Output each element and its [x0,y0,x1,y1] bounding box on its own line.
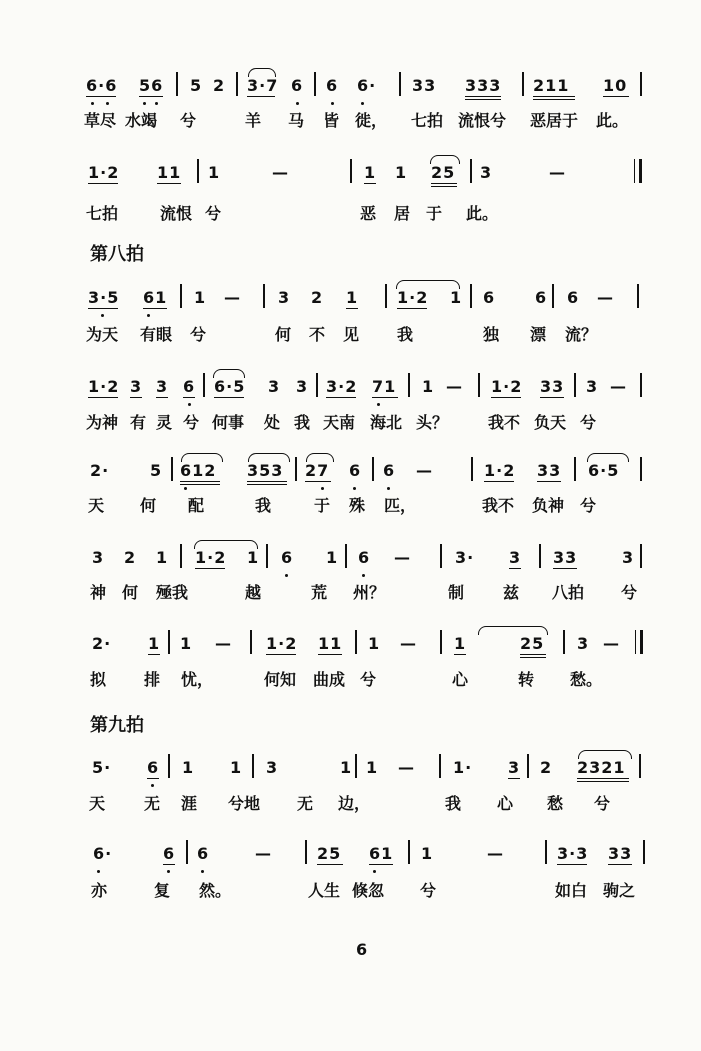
lyric: 处 [264,413,281,432]
section-heading: 第八拍 [90,244,144,265]
notation-row [0,161,701,191]
note: 61 [369,844,394,863]
note: 2· [92,634,112,653]
note: 353 [247,461,284,480]
barline [186,840,188,864]
note: 6· [93,844,113,863]
note: 3 [156,377,169,396]
note: 3 [577,634,590,653]
lyric: 无 [144,794,161,813]
barline [180,284,182,308]
note: 5· [92,758,112,777]
notation-row [0,286,701,316]
lyric: 涯 [181,794,198,813]
note: 3· [455,548,475,567]
lyric: 兮地 [228,794,261,813]
note: 3 [296,377,309,396]
slur [248,68,276,77]
barline [440,544,442,568]
lyric: 何事 [212,413,245,432]
note: 33 [608,844,633,863]
lyric: 于 [426,204,443,223]
lyric: 配 [188,496,205,515]
note: 6 [349,461,362,480]
barline [314,72,316,96]
lyric: 驹之 [603,881,636,900]
lyric: 殊 [349,496,366,515]
note: 3 [622,548,635,567]
lyric: 何 [140,496,157,515]
note: 6 [383,461,396,480]
note: 25 [317,844,342,863]
note: 1 [182,758,195,777]
note: 61 [143,288,168,307]
lyric: 马 [288,111,305,130]
note: 6 [147,758,160,777]
page-number: 6 [356,940,368,959]
note: 3 [508,758,521,777]
barline [197,159,199,183]
note: — [603,634,620,653]
note: 2 [311,288,324,307]
note: 211 [533,76,570,95]
note: 6 [358,548,371,567]
note: 1·2 [397,288,429,307]
note: 1 [364,163,377,182]
note: — [597,288,614,307]
notation-row [0,842,701,872]
barline [171,457,173,481]
note: 1 [422,377,435,396]
lyric: 此。 [466,204,499,223]
barline [350,159,352,183]
slur [578,750,632,759]
note: 1·2 [195,548,227,567]
lyric: 流？ [565,325,598,344]
note: — [416,461,433,480]
note: 2 [124,548,137,567]
lyric: 兮 [360,670,377,689]
note: — [394,548,411,567]
barline [372,457,374,481]
note: 6 [567,288,580,307]
note: 1 [208,163,221,182]
note: 25 [431,163,456,182]
lyric: 然。 [199,881,232,900]
lyrics-row [0,410,701,436]
note: 6 [281,548,294,567]
lyric: 我 [255,496,272,515]
slur [396,280,460,289]
lyric: 恶 [360,204,377,223]
note: 1·2 [491,377,523,396]
lyrics-row [0,667,701,693]
lyrics-row [0,791,701,817]
barline [470,284,472,308]
lyrics-row [0,108,701,134]
lyric: 兮 [420,881,437,900]
lyric: 徙， [355,111,388,130]
note: 3 [509,548,522,567]
note: 6 [483,288,496,307]
barline [539,544,541,568]
slur [248,453,290,462]
barline [168,754,170,778]
lyrics-row [0,878,701,904]
lyric: 匹， [384,496,417,515]
note: 1 [395,163,408,182]
lyric: 我不 [488,413,521,432]
notation-row [0,459,701,489]
final-barline [639,159,642,183]
lyric: 兮 [205,204,222,223]
barline [563,630,565,654]
barline [252,754,254,778]
lyric: 愁 [547,794,564,813]
note: 3 [586,377,599,396]
note: 5 [150,461,163,480]
barline [552,284,554,308]
lyric: 海北 [370,413,403,432]
lyric: 为天 [86,325,119,344]
lyric: 七拍 [86,204,119,223]
note: 1 [326,548,339,567]
barline [471,457,473,481]
barline [316,373,318,397]
lyric: 兮 [180,111,197,130]
lyric: 天 [88,496,105,515]
note: 333 [465,76,502,95]
lyric: 荒 [311,583,328,602]
barline [355,754,357,778]
barline [295,457,297,481]
barline [266,544,268,568]
note: 1 [148,634,161,653]
barline [527,754,529,778]
note: 56 [139,76,164,95]
note: 6 [183,377,196,396]
barline [637,284,639,308]
note: 3 [266,758,279,777]
lyric: 流恨 [160,204,193,223]
note: — [215,634,232,653]
note: 6 [535,288,548,307]
note: — [446,377,463,396]
lyric: 人生 [308,881,341,900]
notation-row [0,375,701,405]
note: 6 [291,76,304,95]
note: 1 [454,634,467,653]
note: 1 [340,758,353,777]
note: 1 [194,288,207,307]
lyric: 独 [483,325,500,344]
lyric: 流恨兮 [458,111,507,130]
slur [213,369,245,378]
lyric: 头？ [416,413,449,432]
note: 3 [268,377,281,396]
lyric: 我 [445,794,462,813]
barline [640,72,642,96]
lyric: 兮 [621,583,638,602]
barline [640,457,642,481]
barline [168,630,170,654]
lyric: 无 [297,794,314,813]
lyric: 兮 [580,413,597,432]
note: 1 [180,634,193,653]
lyrics-row [0,580,701,606]
note: 1·2 [484,461,516,480]
note: 1·2 [266,634,298,653]
barline [180,544,182,568]
note: 3·5 [88,288,120,307]
barline [545,840,547,864]
lyric: 何知 [264,670,297,689]
note: 1·2 [88,377,120,396]
note: — [487,844,504,863]
barline [408,840,410,864]
note: 1· [453,758,473,777]
note: 1 [450,288,463,307]
note: 3·2 [326,377,358,396]
lyric: 草尽 [84,111,117,130]
barline [408,373,410,397]
note: 2· [90,461,110,480]
lyric: 神 [90,583,107,602]
lyric: 负神 [532,496,565,515]
lyric: 天南 [323,413,356,432]
notation-row [0,546,701,576]
lyric: 为神 [86,413,119,432]
barline [355,630,357,654]
lyrics-row [0,493,701,519]
note: 1 [230,758,243,777]
lyric: 我不 [482,496,515,515]
note: 25 [520,634,545,653]
lyric: 愁。 [570,670,603,689]
note: 6·5 [214,377,246,396]
note: 6 [326,76,339,95]
lyric: 恶居于 [530,111,579,130]
note: 1 [368,634,381,653]
lyric: 八拍 [552,583,585,602]
barline [236,72,238,96]
slur [478,626,548,635]
note: 6·5 [588,461,620,480]
lyric: 何 [122,583,139,602]
note: 1 [156,548,169,567]
notation-row [0,74,701,104]
lyric: 州？ [353,583,386,602]
lyrics-row [0,322,701,348]
barline [305,840,307,864]
slur [306,453,334,462]
note: — [272,163,289,182]
note: 5 [190,76,203,95]
lyric: 何 [275,325,292,344]
note: 6· [357,76,377,95]
note: 2321 [577,758,626,777]
barline [203,373,205,397]
note: — [224,288,241,307]
note: 11 [157,163,182,182]
note: 2 [540,758,553,777]
note: 612 [180,461,217,480]
lyric: 此。 [596,111,629,130]
note: 3 [92,548,105,567]
lyric: 倏忽 [352,881,385,900]
lyric: 漂 [530,325,547,344]
barline [643,840,645,864]
barline [640,544,642,568]
lyric: 羊 [245,111,262,130]
barline [399,72,401,96]
lyric: 排 [144,670,161,689]
slur [194,540,258,549]
barline [440,630,442,654]
barline [478,373,480,397]
note: 10 [603,76,628,95]
note: 1 [247,548,260,567]
lyric: 见 [343,325,360,344]
lyric: 我 [397,325,414,344]
lyrics-row [0,201,701,227]
lyric: 殛我 [156,583,189,602]
note: 71 [372,377,397,396]
lyric: 灵 [156,413,173,432]
slur [430,155,460,164]
lyric: 负天 [534,413,567,432]
note: — [610,377,627,396]
lyric: 皆 [323,111,340,130]
notation-row [0,632,701,662]
lyric: 心 [452,670,469,689]
lyric: 曲成 [313,670,346,689]
barline [263,284,265,308]
barline [345,544,347,568]
note: 1 [421,844,434,863]
lyric: 居 [394,204,411,223]
barline [250,630,252,654]
note: 3 [278,288,291,307]
lyric: 忧， [181,670,214,689]
note: 11 [318,634,343,653]
lyric: 转 [518,670,535,689]
note: — [398,758,415,777]
note: 6 [197,844,210,863]
lyric: 边， [338,794,371,813]
note: 33 [553,548,578,567]
final-barline [640,630,643,654]
lyric: 有眼 [140,325,173,344]
note: 3·7 [247,76,279,95]
lyric: 兮 [190,325,207,344]
note: 33 [412,76,437,95]
barline [640,373,642,397]
barline [574,457,576,481]
lyric: 天 [89,794,106,813]
barline [176,72,178,96]
note: 6·6 [86,76,118,95]
lyric: 兮 [580,496,597,515]
lyric: 复 [154,881,171,900]
note: 3·3 [557,844,589,863]
lyric: 七拍 [411,111,444,130]
note: — [255,844,272,863]
note: 3 [480,163,493,182]
lyric: 不 [309,325,326,344]
notation-row [0,756,701,786]
lyric: 拟 [90,670,107,689]
note: 1 [346,288,359,307]
barline [522,72,524,96]
lyric: 兮 [183,413,200,432]
lyric: 我 [294,413,311,432]
note: 6 [163,844,176,863]
note: 33 [540,377,565,396]
note: 2 [213,76,226,95]
note: 1·2 [88,163,120,182]
note: 1 [366,758,379,777]
slur [181,453,223,462]
lyric: 制 [448,583,465,602]
note: 27 [305,461,330,480]
section-heading: 第九拍 [90,715,144,736]
lyric: 水竭 [125,111,158,130]
barline [385,284,387,308]
slur [587,453,629,462]
lyric: 兮 [594,794,611,813]
barline [439,754,441,778]
lyric: 越 [245,583,262,602]
lyric: 心 [497,794,514,813]
note: — [400,634,417,653]
barline [470,159,472,183]
barline [574,373,576,397]
lyric: 兹 [503,583,520,602]
note: 3 [130,377,143,396]
note: 33 [537,461,562,480]
barline [639,754,641,778]
lyric: 亦 [91,881,108,900]
lyric: 于 [314,496,331,515]
lyric: 有 [130,413,147,432]
note: — [549,163,566,182]
lyric: 如白 [555,881,588,900]
